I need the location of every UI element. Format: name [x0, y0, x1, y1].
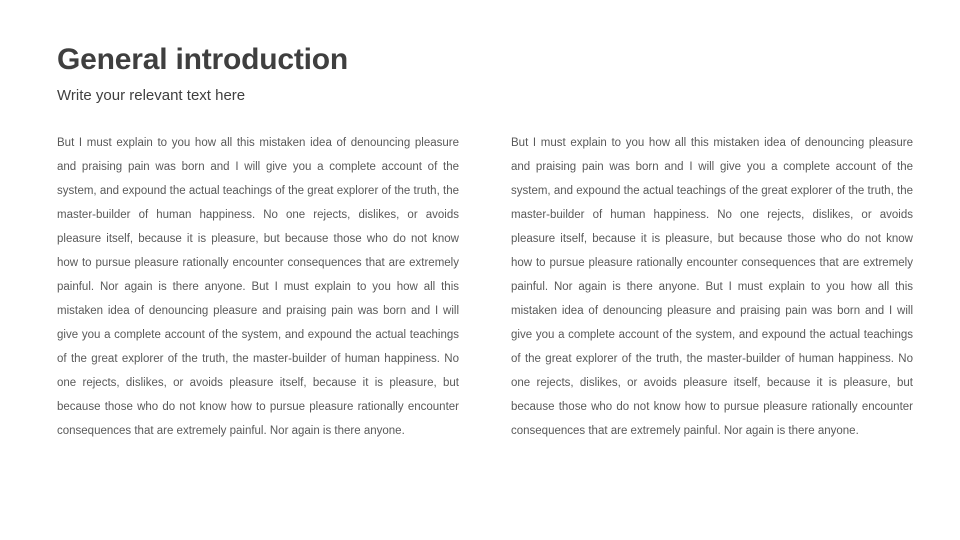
body-text-columns	[57, 131, 913, 443]
body-paragraph: But I must explain to you how all this mistaken idea of denouncing pleasure and praising pain was born and I will give you a complete account of the system, and expound the actual teachings of the great explorer of the truth, the master-builder of human happiness. No one rejects, dislikes, or avoids pleasure itself, because it is pleasure, but because those who do not know how to pursue pleasure rationally encounter consequences that are extremely painful. Nor again is there anyone. But I must explain to you how all this mistaken idea of denouncing pleasure and praising pain was born and I will give you a complete account of the system, and expound the actual teachings of the great explorer of the truth, the master-builder of human happiness. No one rejects, dislikes, or avoids pleasure itself, because it is pleasure, but because those who do not know how to pursue pleasure rationally encounter consequences that are extremely painful. Nor again is there anyone.	[511, 137, 913, 437]
page-title: General introduction	[57, 43, 349, 76]
text-column-right	[511, 131, 913, 443]
page-subtitle: Write your relevant text here	[57, 87, 246, 104]
body-paragraph: But I must explain to you how all this mistaken idea of denouncing pleasure and praising pain was born and I will give you a complete account of the system, and expound the actual teachings of the great explorer of the truth, the master-builder of human happiness. No one rejects, dislikes, or avoids pleasure itself, because it is pleasure, but because those who do not know how to pursue pleasure rationally encounter consequences that are extremely painful. Nor again is there anyone. But I must explain to you how all this mistaken idea of denouncing pleasure and praising pain was born and I will give you a complete account of the system, and expound the actual teachings of the great explorer of the truth, the master-builder of human happiness. No one rejects, dislikes, or avoids pleasure itself, because it is pleasure, but because those who do not know how to pursue pleasure rationally encounter consequences that are extremely painful. Nor again is there anyone.	[57, 137, 459, 437]
text-column-left	[57, 131, 459, 443]
slide-header	[57, 42, 917, 106]
